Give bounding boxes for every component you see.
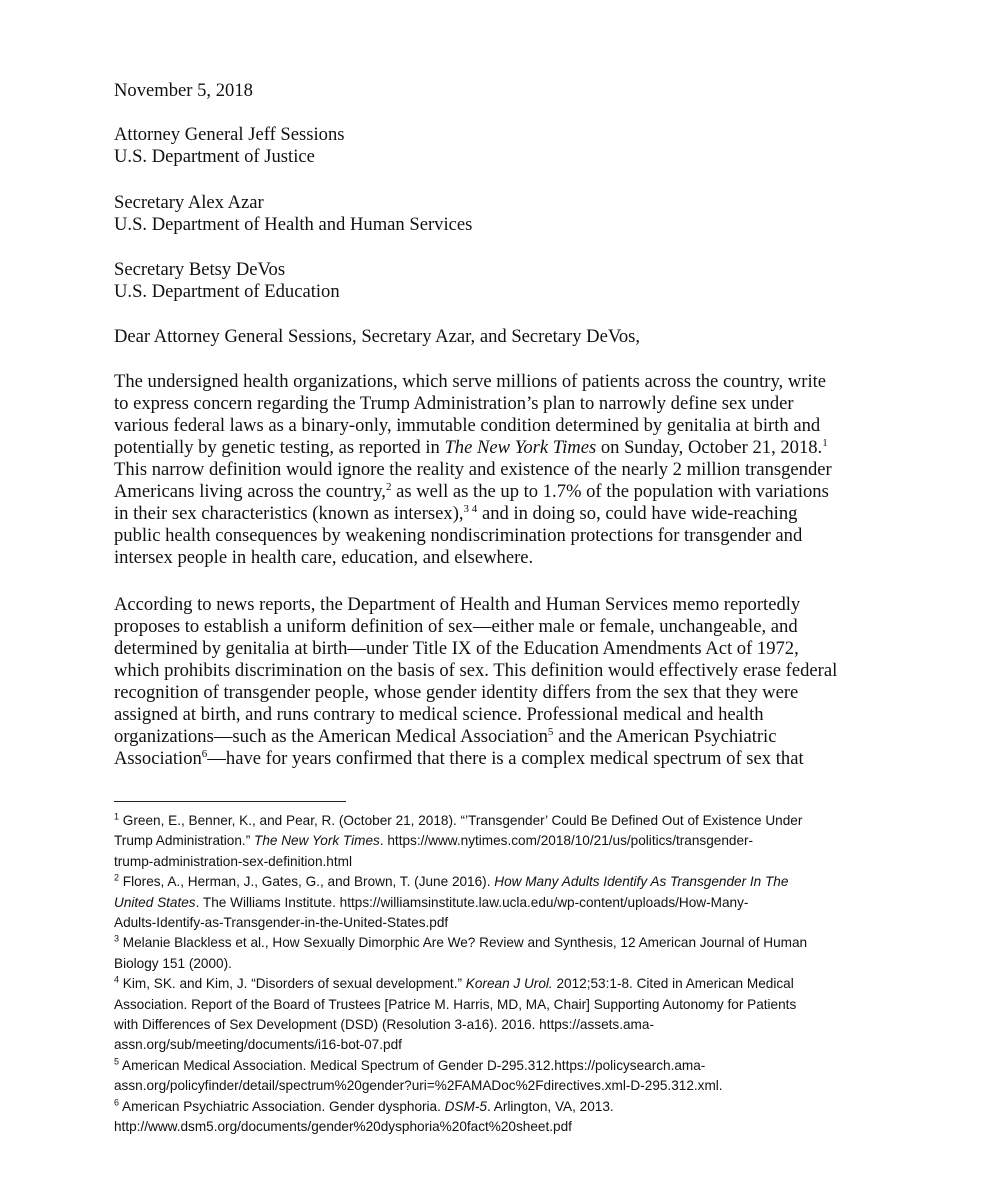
footnote-number: 1 <box>114 811 120 822</box>
text-line: determined by genitalia at birth—under Title IX of the Education Amendments Act of 1972, <box>114 638 799 659</box>
paragraph-2 <box>114 594 874 770</box>
footnotes <box>114 811 874 1138</box>
text-line: organizations—such as the American Medical Association$^5$ and the American Psychiatric <box>114 725 777 747</box>
text-line: public health consequences by weakening nondiscrimination protections for transgender and <box>114 525 803 546</box>
footnote-3: $^3$ Melanie Blackless et al., How Sexually Dimorphic Are We? Review and Synthesis, 12 American Journal of Human Biology 151 (2000). <box>114 933 808 971</box>
recipient-department: U.S. Department of Education <box>114 281 340 302</box>
text-line: various federal laws as a binary-only, immutable condition determined by genitalia at birth and <box>114 415 821 436</box>
text-line: recognition of transgender people, whose gender identity differs from the sex that they were <box>114 682 799 703</box>
text-line: proposes to establish a uniform definition of sex—either male or female, unchangeable, and <box>114 616 798 637</box>
footnote-ref: 2 <box>385 480 392 493</box>
footnote-number: 4 <box>114 974 120 985</box>
text-line: The undersigned health organizations, which serve millions of patients across the country, write <box>114 371 827 392</box>
footnote-5: $^5$ American Medical Association. Medical Spectrum of Gender D-295.312.https://policysearch.ama- assn.org/policyfinder/detail/spectrum%20gender?uri=%2FAMADoc%2Fdirectives.xml-D-295.312.xml. <box>114 1056 723 1094</box>
footnote-divider <box>114 801 346 802</box>
text-line: assigned at birth, and runs contrary to medical science. Professional medical and health <box>114 704 764 725</box>
text-line: in their sex characteristics (known as intersex),$^{3 4}$ and in doing so, could have wide-reaching <box>114 502 798 524</box>
footnote-number: 5 <box>114 1056 120 1067</box>
footnote-1: $^1$ Green, E., Benner, K., and Pear, R. (October 21, 2018). “’Transgender’ Could Be Defined Out of Existence Under Trump Administration.” The New York Times. https://www.nytimes.com/2018/10/21/us/politics/transgender- trump-administration-sex-definition.html <box>114 811 803 869</box>
letter-date: November 5, 2018 <box>114 80 253 101</box>
recipient-block <box>114 192 874 236</box>
footnote-ref: 1 <box>822 436 828 449</box>
recipient-department: U.S. Department of Health and Human Services <box>114 214 473 235</box>
footnote-ref: 5 <box>547 725 554 738</box>
footnote-6: $^6$ American Psychiatric Association. Gender dysphoria. DSM-5. Arlington, VA, 2013. http://www.dsm5.org/documents/gender%20dysphoria%20fact%20sheet.pdf <box>114 1097 614 1135</box>
recipient-name: Attorney General Jeff Sessions <box>114 124 345 145</box>
text-line: According to news reports, the Department of Health and Human Services memo reportedly <box>114 594 801 615</box>
text-line: intersex people in health care, education, and elsewhere. <box>114 547 534 568</box>
text-line: Association$^6$—have for years confirmed that there is a complex medical spectrum of sex that <box>114 747 804 769</box>
newspaper-title: The New York Times <box>444 437 597 458</box>
footnote-4: $^4$ Kim, SK. and Kim, J. “Disorders of sexual development.” Korean J Urol. 2012;53:1-8. Cited in American Medical Association. Report of the Board of Trustees [Patrice M. Harris, MD, MA, Chair] Supporting Autonomy for Patients with Differences of Sex Development (DSD) (Resolution 3-a16). 2016. https://assets.ama- assn.org/sub/meeting/documents/i16-bot-07.pdf <box>114 974 797 1053</box>
footnote-2: $^2$ Flores, A., Herman, J., Gates, G., and Brown, T. (June 2016). How Many Adults Identify As Transgender In The United States. The Williams Institute. https://williamsinstitute.law.ucla.edu/wp-content/uploads/How-Many- Adults-Identify-as-Transgender-in-the-United-States.pdf <box>114 872 789 931</box>
footnote-number: 2 <box>114 872 120 883</box>
text-line: to express concern regarding the Trump Administration’s plan to narrowly define sex under <box>114 393 794 414</box>
salutation: Dear Attorney General Sessions, Secretary Azar, and Secretary DeVos, <box>114 326 641 347</box>
recipient-name: Secretary Betsy DeVos <box>114 259 286 280</box>
text-line: which prohibits discrimination on the basis of sex. This definition would effectively erase federal <box>114 660 838 681</box>
recipient-department: U.S. Department of Justice <box>114 146 315 167</box>
footnote-ref: 3 4 <box>463 502 478 515</box>
recipient-block <box>114 124 874 168</box>
recipient-block <box>114 259 874 303</box>
recipient-name: Secretary Alex Azar <box>114 192 264 213</box>
footnote-ref: 6 <box>201 747 208 760</box>
footnote-number: 6 <box>114 1097 120 1108</box>
paragraph-1 <box>114 371 874 569</box>
footnote-number: 3 <box>114 933 120 944</box>
text-line: This narrow definition would ignore the reality and existence of the nearly 2 million transgender <box>114 459 832 480</box>
text-line: Americans living across the country,$^2$ as well as the up to 1.7% of the population with variations <box>114 480 829 502</box>
text-line: potentially by genetic testing, as reported in The New York Times on Sunday, October 21, 2018.$^1$ <box>114 436 828 458</box>
